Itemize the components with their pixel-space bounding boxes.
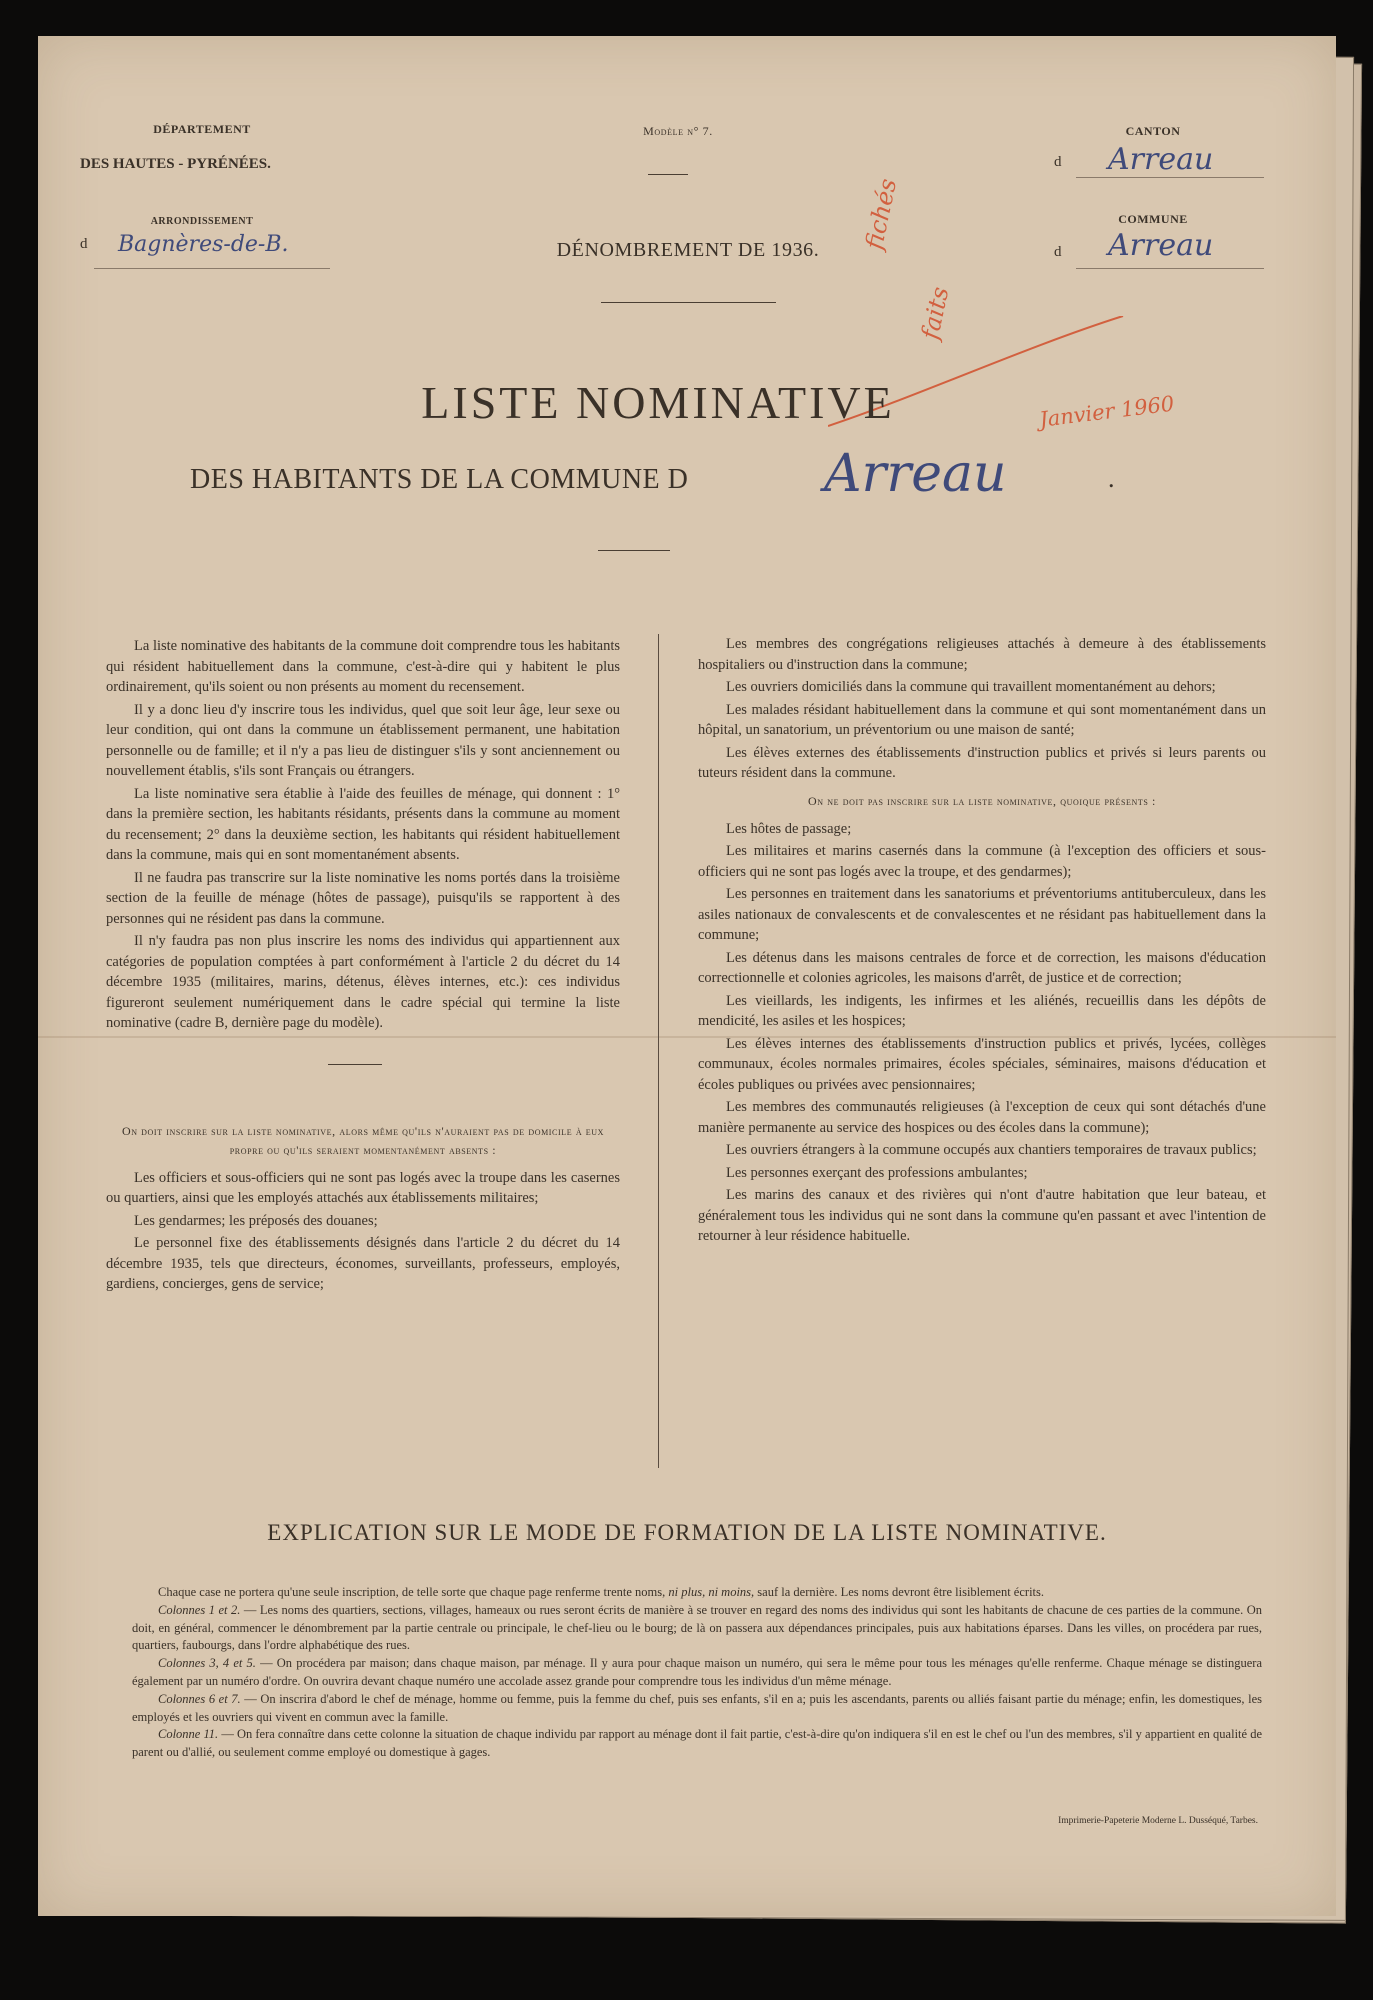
explication-paragraph	[132, 1602, 1262, 1655]
canton-line	[1076, 177, 1264, 178]
subtitle: DES HABITANTS DE LA COMMUNE D	[190, 464, 689, 495]
left-item: Les gendarmes; les préposés des douanes;	[134, 1212, 378, 1229]
modele-rule	[648, 174, 688, 175]
explication-paragraph	[132, 1691, 1262, 1727]
printer-imprint: Imprimerie-Papeterie Moderne L. Dusséqué, Tarbes.	[1058, 1816, 1258, 1826]
red-note-faits: faits	[916, 284, 955, 342]
document-page	[38, 36, 1336, 1916]
arrondissement-label: ARRONDISSEMENT	[150, 216, 254, 227]
expl-p1-a: Chaque case ne portera qu'une seule inscription, de telle sorte que chaque page renferme trente noms,	[158, 1585, 666, 1599]
explication-paragraph	[132, 1655, 1262, 1691]
left-paragraph: Il y a donc lieu d'y inscrire tous les individus, quel que soit leur âge, leur sexe ou leur condition, qui ont dans la commune un établissement permanent, une habitation personnelle ou de famille; et il n'y a pas lieu de distinguer s'ils y sont anciennement ou nouvellement établis, s'ils sont Français ou étrangers.	[106, 701, 620, 779]
departement-label: DÉPARTEMENT	[153, 122, 251, 136]
left-paragraph: Il ne faudra pas transcrire sur la liste nominative les noms portés dans la troisième section de la feuille de ménage (hôtes de passage), puisqu'ils se rapportent à des personnes qui ne résident pas dans la commune.	[106, 869, 620, 927]
right-item: Les vieillards, les indigents, les infirmes et les aliénés, recueillis dans les dépôts de mendicité, les asiles et les hospices;	[698, 992, 1266, 1029]
modele-number: Modèle n° 7.	[643, 124, 713, 138]
commune-line	[1076, 268, 1264, 269]
right-item: Les détenus dans les maisons centrales de force et de correction, les maisons d'éducation correctionnelle et colonies agricoles, les maisons d'arrêt, de justice et de correction;	[698, 949, 1266, 986]
commune-label: COMMUNE	[1118, 212, 1188, 226]
right-item: Les personnes exerçant des professions ambulantes;	[726, 1164, 1028, 1181]
left-separator-rule	[328, 1064, 382, 1065]
expl-col-text: — On fera connaître dans cette colonne la situation de chaque individu par rapport au ménage dont il fait partie, c'est-à-dire qu'on indiquera s'il en est le chef ou l'un des membres, s'il y appartient en qualité de parent ou d'allié, ou seulement comme employé ou domestique à gages.	[132, 1727, 1262, 1760]
canton-value: Arreau	[1108, 142, 1214, 177]
right-caps-heading: On ne doit pas inscrire sur la liste nominative, quoique présents :	[808, 793, 1156, 808]
right-item: Les élèves internes des établissements d'instruction publics et privés, lycées, collèges communaux, écoles normales primaires, écoles spéciales, séminaires, maisons d'éducation et écoles publiques ou privées avec pensionnaires;	[698, 1035, 1266, 1093]
expl-col-label: Colonnes 6 et 7.	[158, 1691, 241, 1706]
arrondissement-value: Bagnères-de-B.	[118, 232, 289, 257]
expl-p1-b: sauf la dernière. Les noms devront être lisiblement écrits.	[757, 1585, 1045, 1599]
denombrement-title: DÉNOMBREMENT DE 1936.	[556, 239, 820, 261]
right-item: Les ouvriers domiciliés dans la commune qui travaillent momentanément au dehors;	[726, 679, 1216, 695]
canton-label: CANTON	[1125, 124, 1181, 138]
right-item: Les hôtes de passage;	[726, 820, 852, 837]
right-item: Les membres des communautés religieuses (à l'exception de ceux qui sont détachés d'une manière permanente au service des hospices ou des écoles dans la commune);	[698, 1099, 1266, 1136]
left-paragraph: La liste nominative des habitants de la commune doit comprendre tous les habitants qui résident habituellement dans la commune, c'est-à-dire qui y habitent le plus ordinairement, qu'ils soient ou non présents au moment du recensement.	[106, 638, 620, 695]
expl-col-label: Colonnes 3, 4 et 5.	[158, 1656, 256, 1671]
left-caps-heading: On doit inscrire sur la liste nominative, alors même qu'ils n'auraient pas de domicile à eux propre ou qu'ils seraient momentanément absents :	[121, 1123, 605, 1157]
right-item: Les membres des congrégations religieuses attachés à demeure à des établissements hospitaliers ou d'instruction dans la commune;	[698, 636, 1266, 673]
title-period: .	[1108, 464, 1115, 493]
right-column	[698, 634, 1266, 1249]
left-item: Les officiers et sous-officiers qui ne sont pas logés avec la troupe dans les casernes ou quartiers, ainsi que les employés attachés aux établissements militaires;	[106, 1169, 620, 1206]
left-paragraph: La liste nominative sera établie à l'aide des feuilles de ménage, qui donnent : 1° dans la première section, les habitants résidants, présents dans la commune au moment du recensement; 2° dans la deuxième section, les habitants qui résident habituellement dans la commune, mais qui en sont momentanément absents.	[106, 785, 620, 863]
expl-col-text: — On procédera par maison; dans chaque maison, par ménage. Il y aura pour chaque maison un numéro, qui sera le même pour tous les ménages qu'elle renferme. Chaque ménage se distinguera également par un numéro d'ordre. On ouvrira devant chaque numéro une accolade assez grande pour comprendre tous les individus d'un même ménage.	[132, 1656, 1263, 1688]
column-divider	[658, 634, 659, 1468]
expl-col-text: — Les noms des quartiers, sections, villages, hameaux ou rues seront écrits de manière à se trouver en regard des noms des individus qui sont les habitants de chacune de ces parties de la commune. On doit, en général, commencer le dénombrement par la partie centrale ou principale, le chef-lieu ou le bourg; de là on passera aux dépendances principales, puis aux habitations éparses. Dans les villes, on procédera par rues, quartiers, faubourgs, dans l'ordre alphabétique des rues.	[132, 1602, 1263, 1653]
left-separator-space	[106, 1036, 620, 1076]
arrondissement-prefix: d	[80, 236, 88, 252]
expl-col-label: Colonne 11.	[158, 1727, 219, 1742]
main-title: LISTE NOMINATIVE	[421, 377, 895, 428]
commune-value: Arreau	[1108, 228, 1214, 263]
canton-prefix: d	[1054, 154, 1062, 170]
expl-col-label: Colonnes 1 et 2.	[158, 1602, 241, 1617]
arrondissement-line	[94, 268, 330, 269]
expl-col-text: — On inscrira d'abord le chef de ménage, homme ou femme, puis la femme du chef, puis ses enfants, s'il en a; puis les ascendants, parents ou alliés faisant partie du ménage; enfin, les domestiques, les employés et les ouvriers qui vivent en commun avec la famille.	[132, 1691, 1263, 1724]
left-paragraph: Il n'y faudra pas non plus inscrire les noms des individus qui appartiennent aux catégories de population comptées à part conformément à l'article 2 du décret du 14 décembre 1935 (militaires, marins, détenus, élèves internes, etc.): ces individus figureront seulement numériquement dans le cadre spécial qui termine la liste nominative (cadre B, dernière page du modèle).	[106, 933, 620, 1031]
expl-p1-italic: ni plus, ni moins,	[668, 1585, 755, 1599]
red-note-date: Janvier 1960	[1038, 391, 1176, 432]
left-paragraphs	[106, 636, 620, 1034]
explication-text	[132, 1584, 1262, 1762]
commune-prefix: d	[1054, 244, 1062, 260]
right-item: Les malades résidant habituellement dans la commune et qui sont momentanément dans un hôpital, un sanatorium, un préventorium ou une maison de santé;	[698, 701, 1266, 738]
right-item: Les ouvriers étrangers à la commune occupés aux chantiers temporaires de travaux publics;	[726, 1142, 1257, 1158]
title-rule	[598, 550, 670, 551]
right-item: Les élèves externes des établissements d'instruction publics et privés si leurs parents ou tuteurs résident dans la commune.	[698, 744, 1266, 781]
left-item: Le personnel fixe des établissements désignés dans l'article 2 du décret du 14 décembre 1935, tels que directeurs, économes, surveillants, professeurs, employés, gardiens, concierges, gens de service;	[106, 1235, 620, 1292]
commune-handwritten: Arreau	[824, 444, 1007, 504]
right-item: Les personnes en traitement dans les sanatoriums et préventoriums antituberculeux, dans les asiles nationaux de convalescents et de convalescentes et ne résidant pas habituellement dans la commune;	[698, 886, 1266, 943]
explication-title: EXPLICATION SUR LE MODE DE FORMATION DE LA LISTE NOMINATIVE.	[267, 1520, 1107, 1545]
explication-paragraph	[132, 1584, 1262, 1602]
left-column	[106, 636, 620, 1297]
explication-paragraph	[132, 1726, 1262, 1762]
departement-value: DES HAUTES - PYRÉNÉES.	[80, 156, 271, 172]
right-item: Les militaires et marins casernés dans la commune (à l'exception des officiers et sous-officiers qui ne sont pas logés avec la troupe, et des gendarmes);	[698, 843, 1266, 880]
right-item: Les marins des canaux et des rivières qui n'ont d'autre habitation que leur bateau, et généralement tous les individus qui ne sont dans la commune qu'en passant et avec l'intention de retourner à leur résidence habituelle.	[698, 1187, 1266, 1244]
denombrement-rule	[601, 302, 776, 303]
red-note-fiches: fichés	[860, 176, 903, 252]
